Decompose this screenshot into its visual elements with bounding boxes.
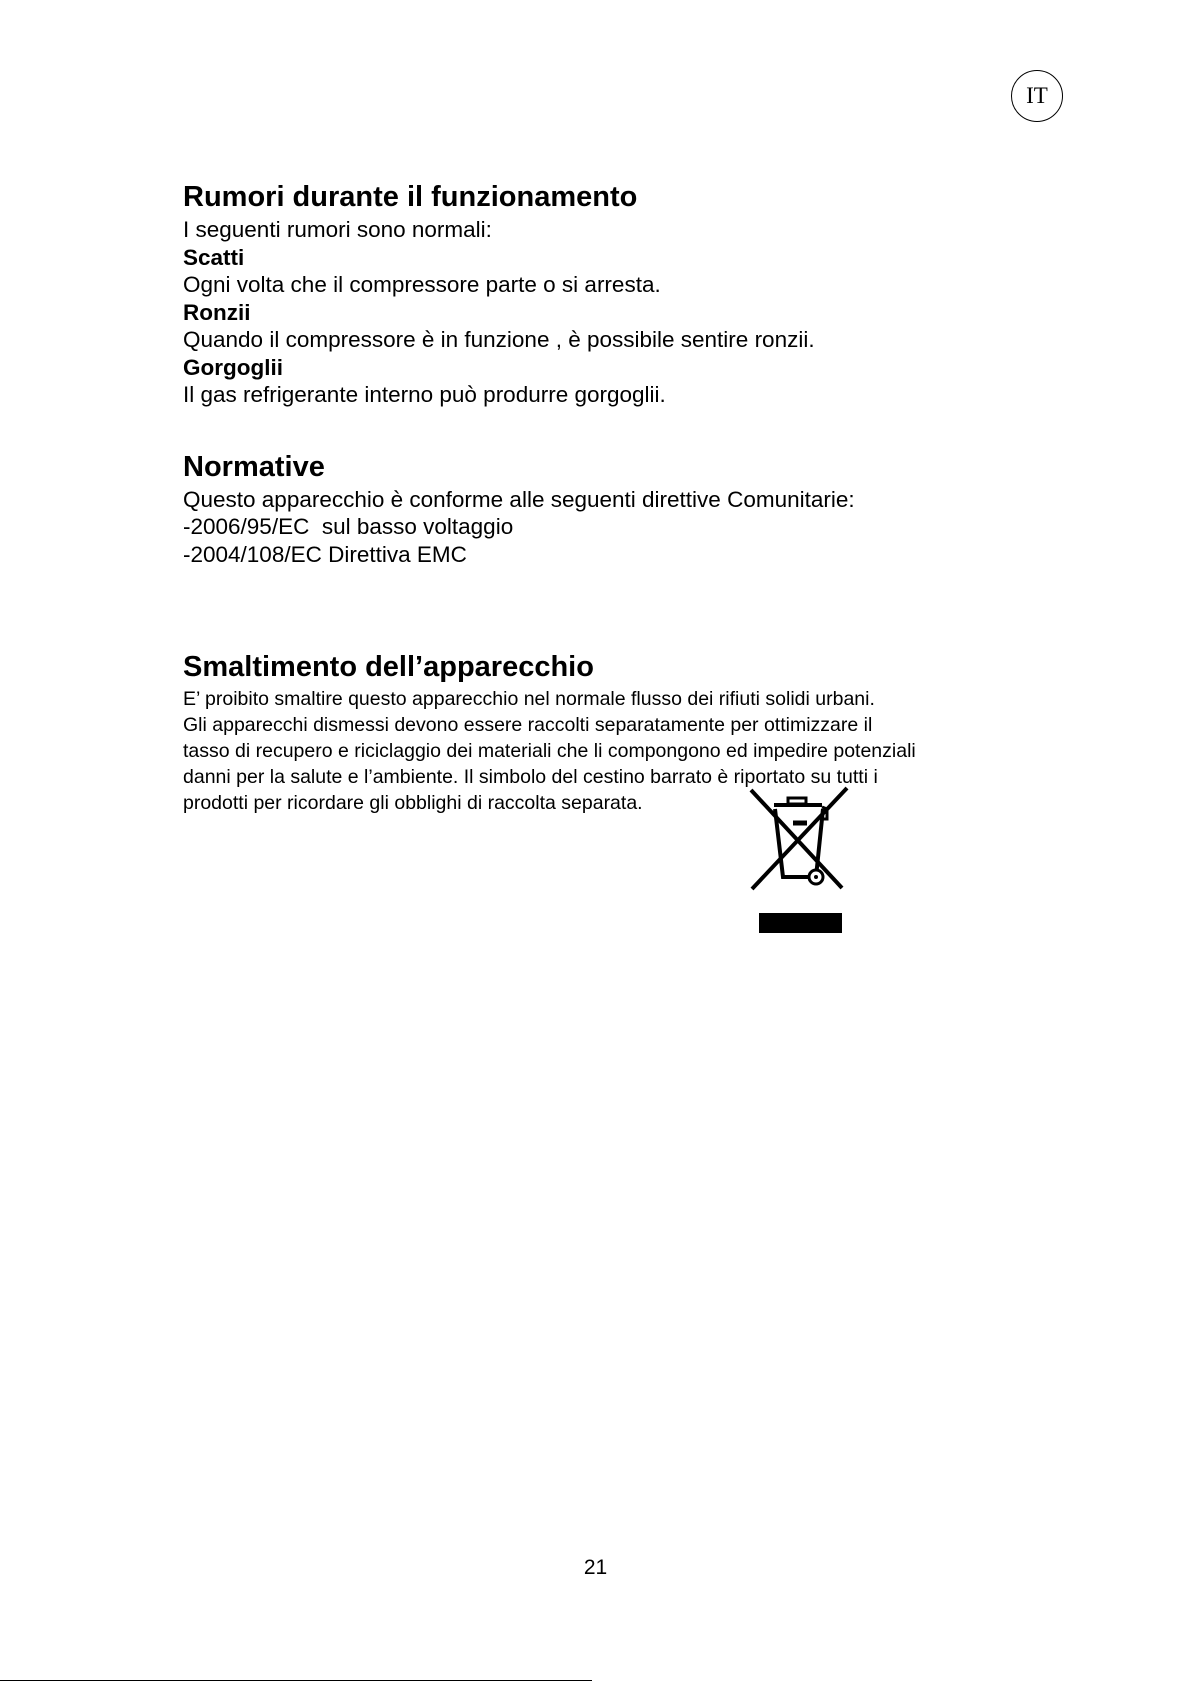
disposal-line: prodotti per ricordare gli obblighi di raccolta separata. bbox=[183, 792, 643, 814]
norms-title: Normative bbox=[183, 450, 325, 483]
noise-item-text: Ogni volta che il compressore parte o si arresta. bbox=[183, 272, 661, 297]
disposal-section bbox=[183, 648, 1063, 816]
language-badge bbox=[1011, 70, 1063, 122]
noise-intro: I seguenti rumori sono normali: bbox=[183, 217, 492, 242]
norms-line: -2004/108/EC Direttiva EMC bbox=[183, 541, 467, 567]
page-content bbox=[183, 178, 1063, 816]
noise-item-text: Quando il compressore è in funzione , è possibile sentire ronzii. bbox=[183, 327, 815, 352]
crossed-out-wheelie-bin-icon bbox=[744, 785, 854, 935]
norms-section bbox=[183, 448, 1063, 569]
disposal-title: Smaltimento dell’apparecchio bbox=[183, 651, 594, 683]
disposal-line: tasso di recupero e riciclaggio dei materiali che li compongono ed impedire potenziali bbox=[183, 740, 916, 762]
page-number: 21 bbox=[583, 1556, 608, 1579]
noise-item-label: Gorgoglii bbox=[183, 354, 283, 380]
norms-line: -2006/95/EC sul basso voltaggio bbox=[183, 514, 514, 539]
noise-item-label: Ronzii bbox=[183, 299, 251, 325]
disposal-line: danni per la salute e l’ambiente. Il simbolo del cestino barrato è riportato su tutti i bbox=[183, 766, 878, 788]
disposal-line: Gli apparecchi dismessi devono essere raccolti separatamente per ottimizzare il bbox=[183, 714, 873, 736]
noise-section bbox=[183, 178, 1063, 409]
noise-title: Rumori durante il funzionamento bbox=[183, 181, 638, 213]
language-code: IT bbox=[1026, 83, 1048, 108]
noise-item-label: Scatti bbox=[183, 244, 245, 270]
norms-intro: Questo apparecchio è conforme alle seguenti direttive Comunitarie: bbox=[183, 486, 855, 512]
footer-rule bbox=[0, 1680, 592, 1681]
noise-item-text: Il gas refrigerante interno può produrre gorgoglii. bbox=[183, 382, 666, 407]
disposal-line: E’ proibito smaltire questo apparecchio nel normale flusso dei rifiuti solidi urbani. bbox=[183, 688, 875, 710]
